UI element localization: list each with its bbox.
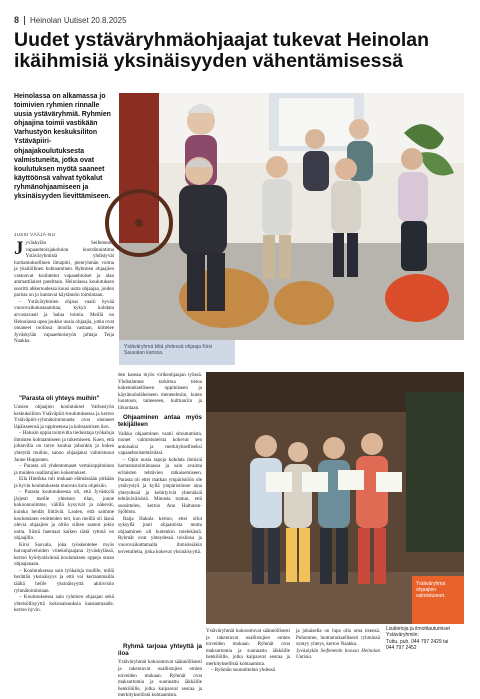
paragraph: – Ryhmän suunnittelun yhdessä	[211, 667, 276, 674]
contact-line: Lisätietoja ja ilmoittautumiset	[386, 626, 450, 632]
text-column-2	[14, 392, 114, 682]
paragraph: – Halusin oppia toimivilta tiedoistaja työkaluja ihmisten kohtaamiseen ja tukemiseen. Koen, että johtavilla on tarve kuulua johonkin ja kokea yhteyttä muihin, sanoo ohjaajaksi valmistunut Janne Huppunen.	[14, 430, 114, 463]
paragraph: Ystäväryhmät kokoontuvat säännöllisesti ja rakentuvat osallistujien omien toiveiden mukaan. Ryhmät ovat maksuttomia ja suunnattu iäkkäille henkilöille, jotka kaipaavat seuraa ja merkityksellistä kohtaamista.	[118, 659, 202, 699]
byline: JUSSI VÄÄJÄ-NU	[14, 232, 56, 237]
paragraph: Ystäväryhmät kokoontuvat säännöllisesti ja rakentuvat osallistujien omien toiveiden mukaan. Ryhmät ovat maksuttomia ja suunnattu iäkkäille henkilöille, jotka kaipaavat seuraa ja merkityksellistä kohtaamista.	[206, 628, 290, 667]
paragraph: Uusien ohjaajien koulutukset Varhustyön keskuksiliton Ystäväpiiri-koulutuksessa ja kertoo Ystäväpiiri-ryhmätoiminnasta ovat olenneet läpäisseensä ja oppineensa ja kohtaamisen ilon.	[14, 404, 114, 430]
paragraph: – Koulutuksessa sain työkaluja muillle, millä herättää yksinäisyys ja että voi kertaanmailla täältä heille yksinäisyyttä aktiivisiin ryhmätoimintaan.	[14, 567, 114, 594]
photo-caption-2: Ystäväryhmä ohjaajien valmistuneet.	[412, 576, 464, 624]
contact-line: 044 797 2452	[386, 645, 417, 652]
photo-caption-1: Ystäväryhmä kiitä yhdessä ohjaaja Kirsi Sauvalan kanssa.	[119, 340, 235, 365]
text-column-3	[118, 372, 202, 642]
text-column-1	[14, 240, 114, 345]
paragraph: Raija Hakala kertoo, ettei ollut syksyllä juuri ohjaamista mutta ohjaaminen oli kuitenkin mielekästä. Ryhmät ovat yhteydessä toisiinsa ja vuorovaikuttamalla ihmisissäkin tervetulleita, jotka kokevat yksinäisyyttä.	[118, 515, 202, 555]
paragraph: den kanssa myös virikeohjaajan työssä. Yhdistämme tarkittua tietoa kokemukselliseen oppimiseen ja käytännönläheiseen menetelmiin, kuten luontoon, taiteeseen, kulttuuriin ja liikuntaan.	[118, 372, 202, 411]
paragraph: Kirsi Sauvala, joka työskentelee myös huivapalveluiden viitekohjaajana Jyväskylässä, kertoo hyödyntävänsä koulutuksen oppeja oman ohjaajanaan.	[14, 541, 114, 568]
page-header	[14, 14, 466, 26]
drop-cap: J	[14, 238, 24, 259]
article-headline: Uudet ystäväryhmäohjaajat tukevat Heinolan ikäihmisiä yksinäisyyden vähentämisessä	[14, 29, 430, 72]
contact-line: Tuttu, puh. 044 797 2429 tai	[386, 638, 449, 645]
subheading: Ryhmä tarjoaa yhteyttä ja iloa	[118, 643, 202, 658]
paragraph: – Parasta koulutuksessa oli, että Jyväskylä järjesti meille yhteisen tilan, jonne kokoonnuimme, välillä kysyivät ja näkevät, kuinka heidät liittävät. Laulen, että saimme koulutuksen eroitteiden teit, kun meillä oli läsnä olevia ohjaajien ja oltiin siihen saanut jokin uutta. Siistä haemaat kaiken tästä ryhmä on ohjaajilla.	[14, 489, 114, 542]
paragraph: Vaikka ohjaaminen vaatii sitoutumista, monet valmistuneista kokevat sen antoisaksi ja merkitykselliseksi vapaaehtoistehtäväksi.	[118, 430, 202, 457]
contact-line: Ystäväryhmiin:	[386, 632, 419, 639]
page-number: 8	[14, 15, 20, 25]
contact-info	[386, 626, 466, 652]
article-lead: Heinolassa on alkamassa jo toimivien ryhmien rinnalle uusia ystäväryhmiä. Ryhmien ohjaajina toimii vastikään Varhustyön keskuksiliton Ystäväpiiri-ohjaajakoulutuksesta valmistuneita, jotka ovat koulutuksen myötä saaneet käyttöönsä vahvat työkalut ryhmänohjaamiseen ja yksinäisyyden lievittämiseen.	[14, 93, 111, 201]
header-divider	[24, 16, 25, 25]
paragraph: – Opin uusia tapoja kohdata ihmisiä harrastustoiminnassa ja sain avainta erilaisten tehtävien ratkaisemiseen. Parasta oli ettei matkan ympäristöön ole ystävystyä ja kyllä ympäristönne aina yhteydessä ja kehittyivät yhtenäisiä tehtäväväisistä. Minusta tuntuu, että suosittelen, kertoo Anu Haltunen-Sjöblom.	[118, 456, 202, 516]
subheading: "Parasta oli yhteys muihin"	[19, 395, 100, 402]
paragraph: – Koulutuksessa sain ryhmien ohjaajan sekä yhteisöllisyyttä kokonaisuuksia kansanmaalle, kertoo hyvin.	[14, 594, 114, 614]
text-column-4	[118, 640, 202, 699]
paragraph: – Ystäväryhmien ohjaus vaatii hyvää vuorovaikutustaamitaa, kykyä kohdata arvostavasti ja halua toimia. Meillä on Heinolassa upea joukko uusia ohjaajia, jotka ovat omaneet roolinsa innolla vastaan, kiittelee Jyväskylän vapaaehtoistyön johtaja Teija Naakka.	[14, 298, 114, 345]
group-photo-illustration	[119, 93, 464, 340]
paragraph: ja jokaisella on lupa olla oma itsensä. Puhumme, luottamuksellisesti ryhmässä syntyy yhteys, kertoo Naakka.	[296, 628, 380, 648]
paragraph: – Parasta oli yhdentomaset vertaisoppiminen ja muiden osallistujien kokemukset.	[14, 463, 114, 476]
paragraph: Jyväskylän Seifemenin vapaaehtoisjakolulon koordinointima Ystäväryhmistä yhdistyvät luottamuksellinen ilmapiiri, pienryhmän voima ja yksilöllinen kohtaaminen. Ryhmien ohjaajien vastuuvat koulutetut vapaaehtoiset ja alan ammattilaiset pareittain. Heinolassa koulutuksen suoritti ahkeruudessa kuusi uutta ohjaajaa, joiden parista on jo kantavat käytännön toimintaan.	[14, 238, 114, 299]
paragraph: Eila Hintikka tuli mukaan elämässään pitkään ja hyvin koulutuksesta muovan kuin ohjeisiin.	[14, 476, 114, 489]
photo-credit: Jyväskylän Seifemenin hoossa Heinolan Uutisia.	[296, 647, 380, 661]
text-column-4b	[206, 628, 290, 684]
text-column-5	[296, 628, 380, 684]
publication-title: Heinolan Uutiset 20.8.2025	[30, 15, 127, 25]
group-photo-main	[119, 93, 464, 340]
subheading: Ohjaaminen antaa myös tekijälleen	[118, 414, 202, 429]
